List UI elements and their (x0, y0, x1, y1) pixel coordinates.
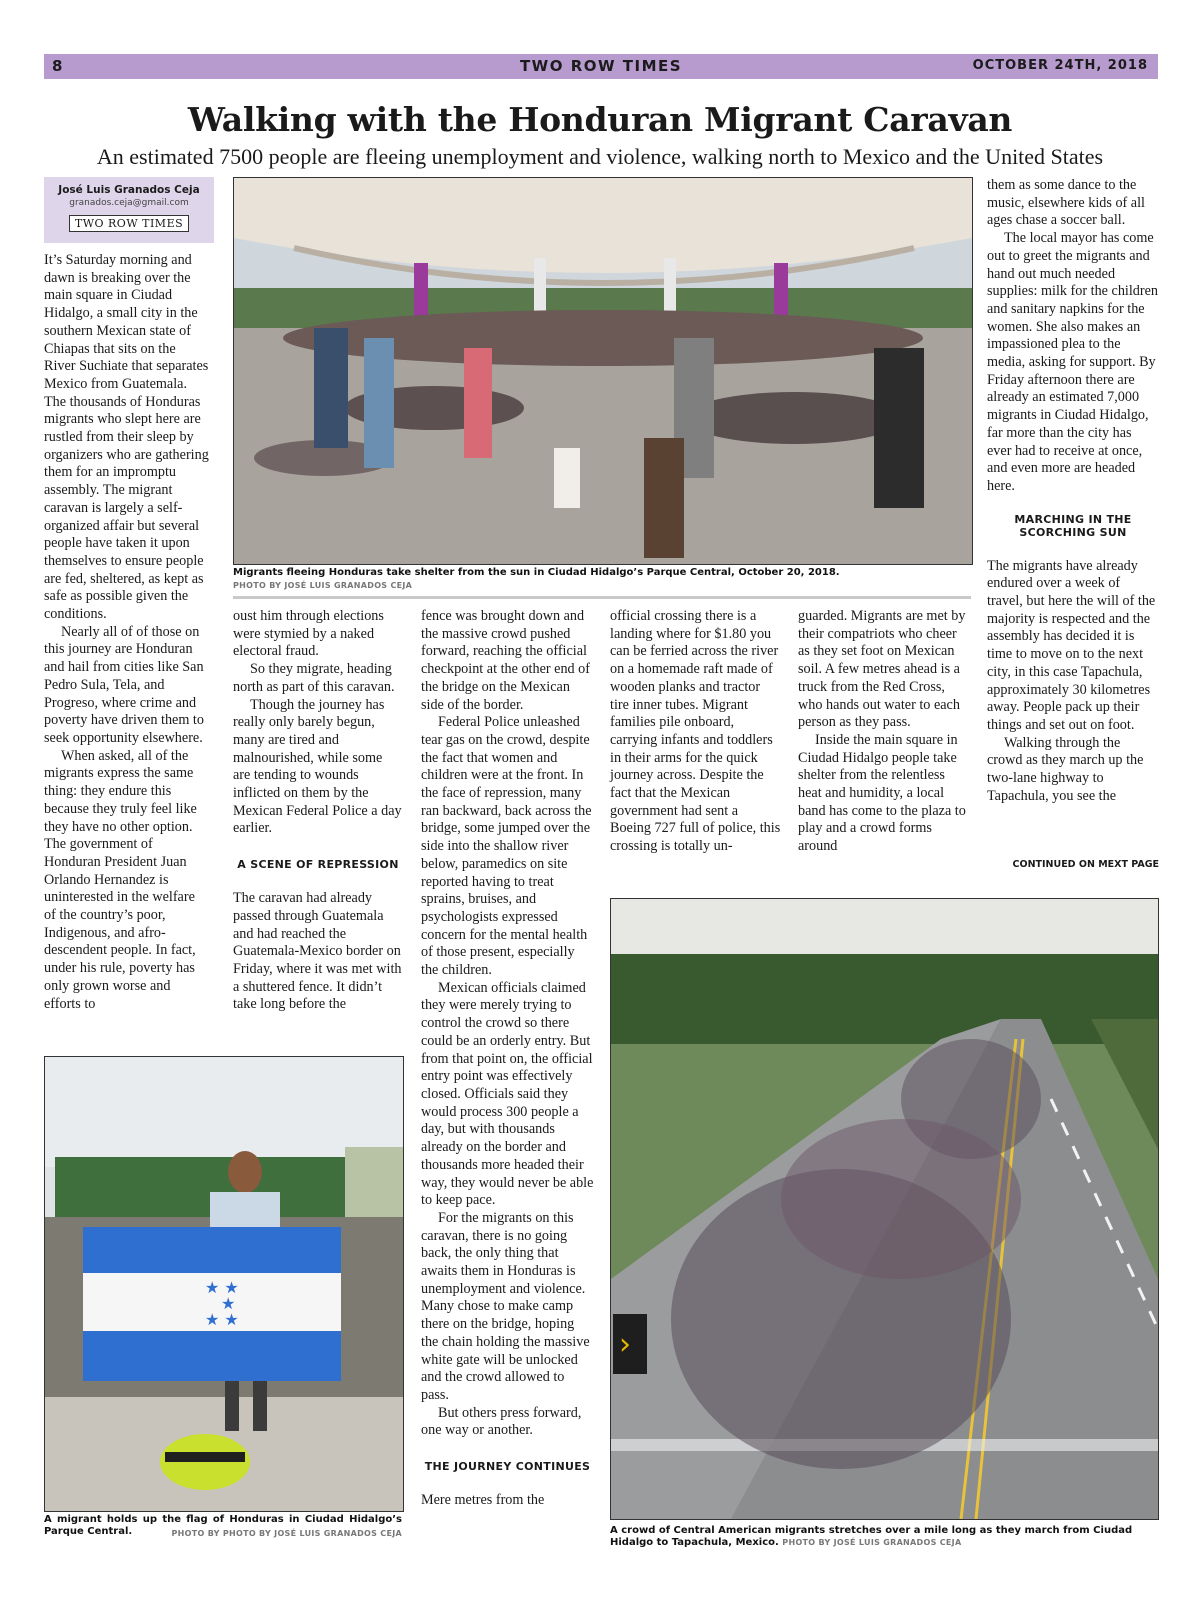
issue-date: OCTOBER 24TH, 2018 (972, 58, 1148, 73)
paragraph: The migrants have already endured over a week of travel, but here the will of the majority is respected and the assembly has decided it is time to move on to the next city, in this case Tapachula, approximately 30 kilometres away. People pack up their things and set out on foot. (987, 557, 1156, 733)
column-5 (798, 608, 970, 856)
flag-caption-text: A migrant holds up the flag of Honduras in Ciudad Hidalgo’s Parque Central. (44, 1514, 402, 1537)
paragraph: Walking through the crowd as they march up the two-lane highway to Tapachula, you see the (987, 734, 1144, 804)
paragraph: Inside the main square in Ciudad Hidalgo people take shelter from the relentless heat and humidity, a local band has come to the plaza to play and a crowd forms around (798, 731, 966, 855)
flag-photo-image (45, 1057, 403, 1511)
paragraph: official crossing there is a landing where for $1.80 you can be ferried across the river on a homemade raft made of wooden planks and tractor tire inner tubes. Migrant families pile onboard, carrying infants and toddlers in their arms for the quick journey across. Despite the fact that the Mexican government had sent a Boeing 727 full of police, this crossing is totally un- (610, 608, 781, 855)
deck: An estimated 7500 people are fleeing unemployment and violence, walking north to Mexico and the United States (96, 144, 1104, 169)
flag-credit: PHOTO BY PHOTO BY JOSÉ LUIS GRANADOS CEJA (171, 1529, 402, 1538)
highway-caption-text: A crowd of Central American migrants stretches over a mile long as they march from Ciudad Hidalgo to Tapachula, Mexico. (610, 1525, 1133, 1548)
paragraph: When asked, all of the migrants express the same thing: they endure this because they truly feel like they have no other option. The government of Honduran President Juan Orlando Hernandez is uninterested in the welfare of the country’s poor, Indigenous, and afro-descendent people. In fact, under his rule, poverty has only grown worse and efforts to (44, 747, 197, 1012)
page-number: 8 (52, 57, 63, 75)
paragraph: them as some dance to the music, elsewhere kids of all ages chase a soccer ball. (987, 177, 1145, 229)
paragraph: oust him through elections were stymied by a naked electoral fraud. (233, 608, 384, 660)
paragraph: But others press forward, one way or another. (421, 1404, 582, 1439)
author-email[interactable]: granados.ceja@gmail.com (69, 198, 189, 208)
highway-photo-image (611, 899, 1158, 1519)
publication-logo: TWO ROW TIMES (69, 215, 189, 232)
paragraph: guarded. Migrants are met by their compatriots who cheer as they set foot on Mexican soil. A few metres ahead is a truck from the Red Cross, who hands out water to each person as they pass. (798, 608, 966, 731)
paragraph: Though the journey has really only barely begun, many are tired and malnourished, while some are tending to wounds inflicted on them by the Mexican Federal Police a day earlier. (233, 696, 402, 837)
svg-text:★ ★: ★ ★ (205, 1278, 239, 1297)
svg-text:★: ★ (221, 1294, 236, 1313)
divider (233, 596, 971, 599)
paper-name: TWO ROW TIMES (519, 57, 683, 75)
author-name: José Luis Granados Ceja (58, 184, 200, 196)
subhead-marching: MARCHING IN THE SCORCHING SUN (1014, 512, 1132, 539)
highway-credit: PHOTO BY JOSÉ LUIS GRANADOS CEJA (782, 1538, 962, 1547)
header-band (44, 54, 1158, 79)
paragraph: The local mayor has come out to greet the migrants and hand out much needed supplies: milk for the children and sanitary napkins for the women. She also makes an impassioned plea to the media, asking for support. By Friday afternoon there are already an estimated 7,000 migrants in Ciudad Hidalgo, far more than the city has ever had to receive at once, and even more are headed here. (987, 230, 1159, 494)
highway-caption (610, 1525, 1157, 1549)
highway-photo (610, 898, 1159, 1520)
paragraph: Mexican officials claimed they were merely trying to control the crowd so there could be an orderly entry. But from that point on, the official entry point was effectively closed. Officials said they would process 300 people a day, but with thousands already on the border and thousands more headed their way, they would never be able to keep pace. (421, 979, 594, 1209)
paragraph: For the migrants on this caravan, there is no going back, the only thing that awaits them in Honduras is unemployment and violence. Many chose to make camp there on the bridge, hoping the chain holding the massive white gate will be unlocked and the crowd allowed to pass. (421, 1209, 590, 1403)
column-6 (987, 177, 1159, 806)
paragraph: The caravan had already passed through Guatemala and had reached the Guatemala-Mexico border on Friday, where it was met with a shuttered fence. It didn’t take long before the (233, 890, 402, 1013)
continued-next-page: CONTINUED ON MEXT PAGE (1012, 859, 1159, 870)
plaza-photo-image (234, 178, 972, 564)
paragraph: Nearly all of of those on this journey are Honduran and hail from cities like San Pedro Sula, Tela, and Progreso, where crime and poverty have driven them to seek opportunity elsewhere. (44, 623, 204, 746)
plaza-photo (233, 177, 973, 565)
byline-box (44, 177, 214, 243)
subhead-repression: A SCENE OF REPRESSION (237, 858, 399, 872)
paragraph: Mere metres from the (421, 1492, 545, 1509)
paragraph: It’s Saturday morning and dawn is breaking over the main square in Ciudad Hidalgo, a small city in the southern Mexican state of Chiapas that sits on the River Suchiate that separates Mexico from Guatemala. The thousands of Honduras migrants who slept here are rustled from their sleep by organizers who are gathering them for an impromptu assembly. The migrant caravan is largely a self-organized affair but several people have taken it upon themselves to ensure people are fed, sheltered, as kept as safe as possible given the conditions. (44, 252, 209, 623)
plaza-credit: PHOTO BY JOSÉ LUIS GRANADOS CEJA (233, 581, 413, 590)
plaza-caption: Migrants fleeing Honduras take shelter from the sun in Ciudad Hidalgo’s Parque Central, October 20, 2018. (233, 567, 840, 578)
svg-text:★ ★: ★ ★ (205, 1310, 239, 1329)
svg-text:›: › (619, 1327, 631, 1362)
paragraph: fence was brought down and the massive crowd pushed forward, reaching the official checkpoint at the other end of the bridge on the Mexican side of the border. (421, 608, 591, 713)
flag-photo (44, 1056, 404, 1512)
column-4 (610, 608, 782, 856)
column-2 (233, 608, 403, 1014)
subhead-journey: THE JOURNEY CONTINUES (424, 1460, 591, 1474)
column-1 (44, 252, 210, 1013)
paragraph: Federal Police unleashed tear gas on the crowd, despite the fact that women and children were at the front. In the face of repression, many ran backward, back across the bridge, some jumped over the side into the shallow river below, paramedics on site reported having to treat sprains, bruises, and psychologists expressed concern for the mental health of those present, especially the children. (421, 714, 592, 979)
headline: Walking with the Honduran Migrant Caravan (187, 100, 1013, 139)
flag-caption (44, 1514, 402, 1540)
column-3 (421, 608, 594, 1510)
paragraph: So they migrate, heading north as part of this caravan. (233, 661, 395, 695)
